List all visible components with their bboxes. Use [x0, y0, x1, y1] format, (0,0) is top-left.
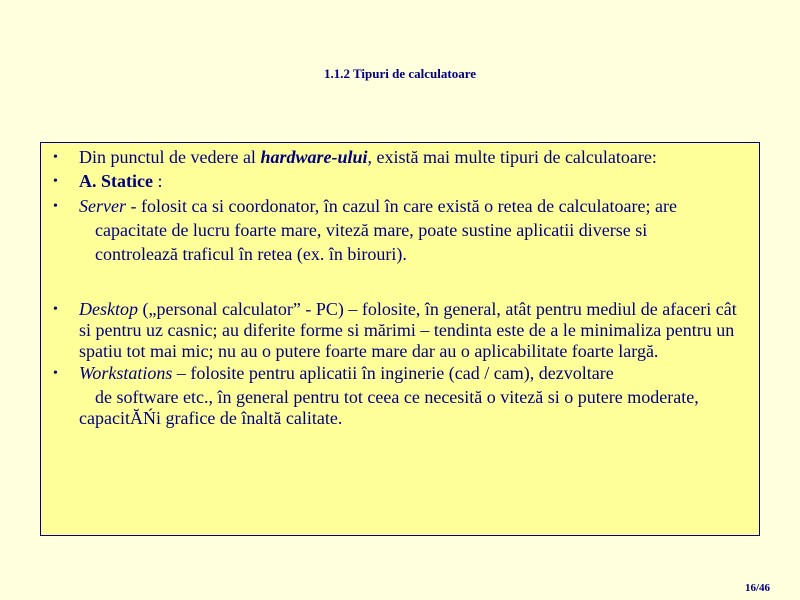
bullet-icon: •: [53, 150, 58, 165]
item-text: Din punctul de vedere al: [79, 147, 261, 167]
item-text: („personal calculator” - PC) – folosite, în general, atât pentru mediul de afaceri cât si pentru uz casnic; au diferite forme si mărimi – tendinta este de a le minimaliza pentru un spatiu tot mai mic; nu au o putere foarte mare dar au o aplicabilitate foarte largă.: [79, 299, 737, 361]
item-text: controlează traficul în retea (ex. în birouri).: [95, 244, 407, 264]
bullet-item-server: [49, 196, 751, 217]
bullet-item-statice: [49, 171, 751, 192]
bullet-icon: •: [53, 302, 58, 317]
continuation-line: [49, 387, 751, 429]
item-text: – folosite pentru aplicatii în inginerie (cad / cam), dezvoltare: [172, 363, 614, 383]
item-emphasis: Desktop: [79, 299, 138, 319]
page-number: 16/46: [744, 582, 770, 594]
content-box: [40, 142, 760, 536]
item-text: capacitate de lucru foarte mare, viteză mare, poate sustine aplicatii diverse si: [95, 220, 648, 240]
item-emphasis: Workstations: [79, 363, 173, 383]
bullet-icon: •: [53, 199, 58, 214]
item-strong: A. Statice: [79, 171, 153, 191]
item-text: de software etc., în general pentru tot ceea ce necesită o viteză si o putere: [95, 387, 623, 407]
item-text: moderate, capacitĂŃi grafice de înaltă calitate.: [79, 387, 699, 428]
item-text: :: [152, 171, 163, 191]
item-emphasis: hardware-ului: [260, 147, 368, 167]
bullet-item-workstations: [49, 363, 751, 384]
item-text: , există mai multe tipuri de calculatoare:: [367, 147, 657, 167]
bullet-icon: •: [53, 174, 58, 189]
item-emphasis: Server: [79, 196, 126, 216]
bullet-item-hardware: [49, 147, 751, 168]
continuation-line: [49, 244, 751, 265]
continuation-line: [49, 220, 751, 241]
item-text: - folosit ca si coordonator, în cazul în care există o retea de calculatoare; are: [125, 196, 677, 216]
slide-title: 1.1.2 Tipuri de calculatoare: [323, 66, 477, 81]
bullet-icon: •: [53, 366, 58, 381]
bullet-item-desktop: [49, 299, 751, 362]
